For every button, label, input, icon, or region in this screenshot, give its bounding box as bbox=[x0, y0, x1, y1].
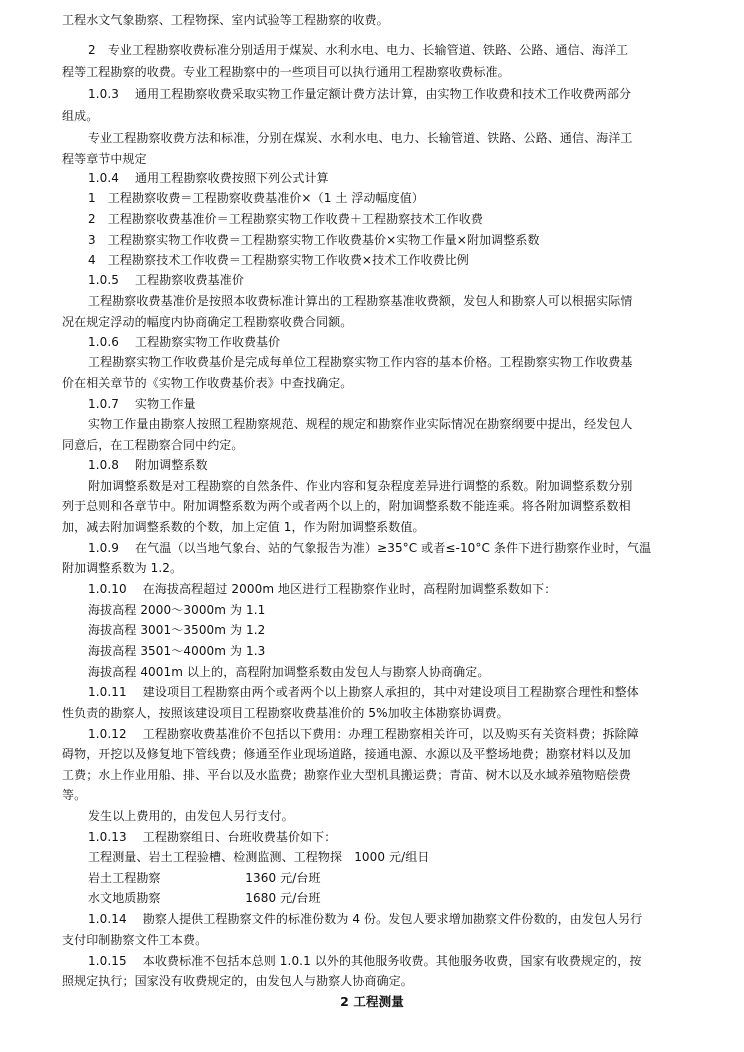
text-line: 工程勘察收费基准价是按照本收费标准计算出的工程勘察基准收费额，发包人和勘察人可以根据实际情 bbox=[88, 294, 633, 308]
text-line: 2 工程勘察收费基准价＝工程勘察实物工作收费＋工程勘察技术工作收费 bbox=[88, 212, 483, 226]
text-line: 1.0.9 在气温（以当地气象台、站的气象报告为准）≥35°C 或者≤-10°C 条件下进行勘察作业时，气温 bbox=[88, 541, 652, 555]
text-line: 海拔高程 2000～3000m 为 1.1 bbox=[88, 603, 266, 617]
text-line: 附加调整系数为 1.2。 bbox=[62, 561, 183, 575]
text-line: 等。 bbox=[62, 788, 87, 802]
text-line: 实物工作量由勘察人按照工程勘察规范、规程的规定和勘察作业实际情况在勘察纲要中提出，经发包人 bbox=[88, 417, 633, 431]
text-line: 1.0.3 通用工程勘察收费采取实物工作量定额计费方法计算，由实物工作收费和技术工作收费两部分 bbox=[88, 87, 632, 101]
text-line: 1.0.6 工程勘察实物工作收费基价 bbox=[88, 335, 281, 349]
text-line: 工费；水上作业用船、排、平台以及水监费；勘察作业大型机具搬运费；青苗、树木以及水域养殖物赔偿费 bbox=[62, 768, 631, 782]
text-line: 海拔高程 3501～4000m 为 1.3 bbox=[88, 644, 266, 658]
text-line: 岩土工程勘察 1360 元/台班 bbox=[88, 871, 321, 885]
text-line: 1.0.11 建设项目工程勘察由两个或者两个以上勘察人承担的，其中对建设项目工程勘察合理性和整体 bbox=[88, 685, 639, 699]
text-line: 4 工程勘察技术工作收费＝工程勘察实物工作收费×技术工作收费比例 bbox=[88, 253, 469, 267]
text-line: 2 专业工程勘察收费标准分别适用于煤炭、水利水电、电力、长输管道、铁路、公路、通信、海洋工 bbox=[88, 43, 629, 57]
text-line: 1 工程勘察收费＝工程勘察收费基准价×（1 土 浮动幅度值） bbox=[88, 191, 424, 205]
text-line: 海拔高程 4001m 以上的，高程附加调整系数由发包人与勘察人协商确定。 bbox=[88, 665, 490, 679]
text-line: 工程测量、岩土工程验槽、检测监测、工程物探 1000 元/组日 bbox=[88, 850, 430, 864]
text-line: 加，减去附加调整系数的个数，加上定值 1，作为附加调整系数值。 bbox=[62, 520, 425, 534]
text-line: 1.0.4 通用工程勘察收费按照下列公式计算 bbox=[88, 171, 329, 185]
text-line: 同意后，在工程勘察合同中约定。 bbox=[62, 438, 244, 452]
text-line: 3 工程勘察实物工作收费＝工程勘察实物工作收费基价×实物工作量×附加调整系数 bbox=[88, 233, 540, 247]
text-line: 海拔高程 3001～3500m 为 1.2 bbox=[88, 623, 266, 637]
text-line: 工程勘察实物工作收费基价是完成每单位工程勘察实物工作内容的基本价格。工程勘察实物工作收费基 bbox=[88, 355, 633, 369]
text-line: 1.0.13 工程勘察组日、台班收费基价如下： bbox=[88, 830, 337, 844]
text-line: 照规定执行；国家没有收费规定的，由发包人与勘察人协商确定。 bbox=[62, 974, 413, 988]
text-line: 附加调整系数是对工程勘察的自然条件、作业内容和复杂程度差异进行调整的系数。附加调整系数分别 bbox=[88, 479, 633, 493]
text-line: 支付印制勘察文件工本费。 bbox=[62, 933, 208, 947]
text-line: 况在规定浮动的幅度内协商确定工程勘察收费合同额。 bbox=[62, 315, 353, 329]
text-line: 价在相关章节的《实物工作收费基价表》中查找确定。 bbox=[62, 376, 353, 390]
text-line: 程等工程勘察的收费。专业工程勘察中的一些项目可以执行通用工程勘察收费标准。 bbox=[62, 65, 510, 79]
text-line: 组成。 bbox=[62, 109, 99, 123]
text-line: 列于总则和各章节中。附加调整系数为两个或者两个以上的，附加调整系数不能连乘。将各附加调整系数相 bbox=[62, 499, 631, 513]
text-line: 碍物，开挖以及修复地下管线费；修通至作业现场道路，接通电源、水源以及平整场地费；勘察材料以及加 bbox=[62, 747, 631, 761]
text-line: 程等章节中规定 bbox=[62, 152, 147, 166]
text-line: 1.0.10 在海拔高程超过 2000m 地区进行工程勘察作业时，高程附加调整系数如下： bbox=[88, 582, 557, 596]
text-line: 1.0.5 工程勘察收费基准价 bbox=[88, 273, 244, 287]
text-line: 专业工程勘察收费方法和标准，分别在煤炭、水利水电、电力、长输管道、铁路、公路、通信、海洋工 bbox=[88, 131, 633, 145]
text-line: 1.0.7 实物工作量 bbox=[88, 397, 196, 411]
text-line: 性负责的勘察人，按照该建设项目工程勘察收费基准价的 5%加收主体勘察协调费。 bbox=[62, 706, 509, 720]
text-line: 1.0.15 本收费标准不包括本总则 1.0.1 以外的其他服务收费。其他服务收费，国家有收费规定的，按 bbox=[88, 954, 642, 968]
text-line: 水文地质勘察 1680 元/台班 bbox=[88, 891, 321, 905]
text-line: 工程水文气象勘察、工程物探、室内试验等工程勘察的收费。 bbox=[62, 13, 389, 27]
text-line: 发生以上费用的，由发包人另行支付。 bbox=[88, 809, 294, 823]
text-line: 1.0.14 勘察人提供工程勘察文件的标准份数为 4 份。发包人要求增加勘察文件份数的，由发包人另行 bbox=[88, 912, 643, 926]
text-line: 1.0.8 附加调整系数 bbox=[88, 458, 208, 472]
section-heading: 2 工程测量 bbox=[340, 994, 404, 1009]
text-line: 1.0.12 工程勘察收费基准价不包括以下费用：办理工程勘察相关许可，以及购买有关资料费；拆除障 bbox=[88, 727, 639, 741]
